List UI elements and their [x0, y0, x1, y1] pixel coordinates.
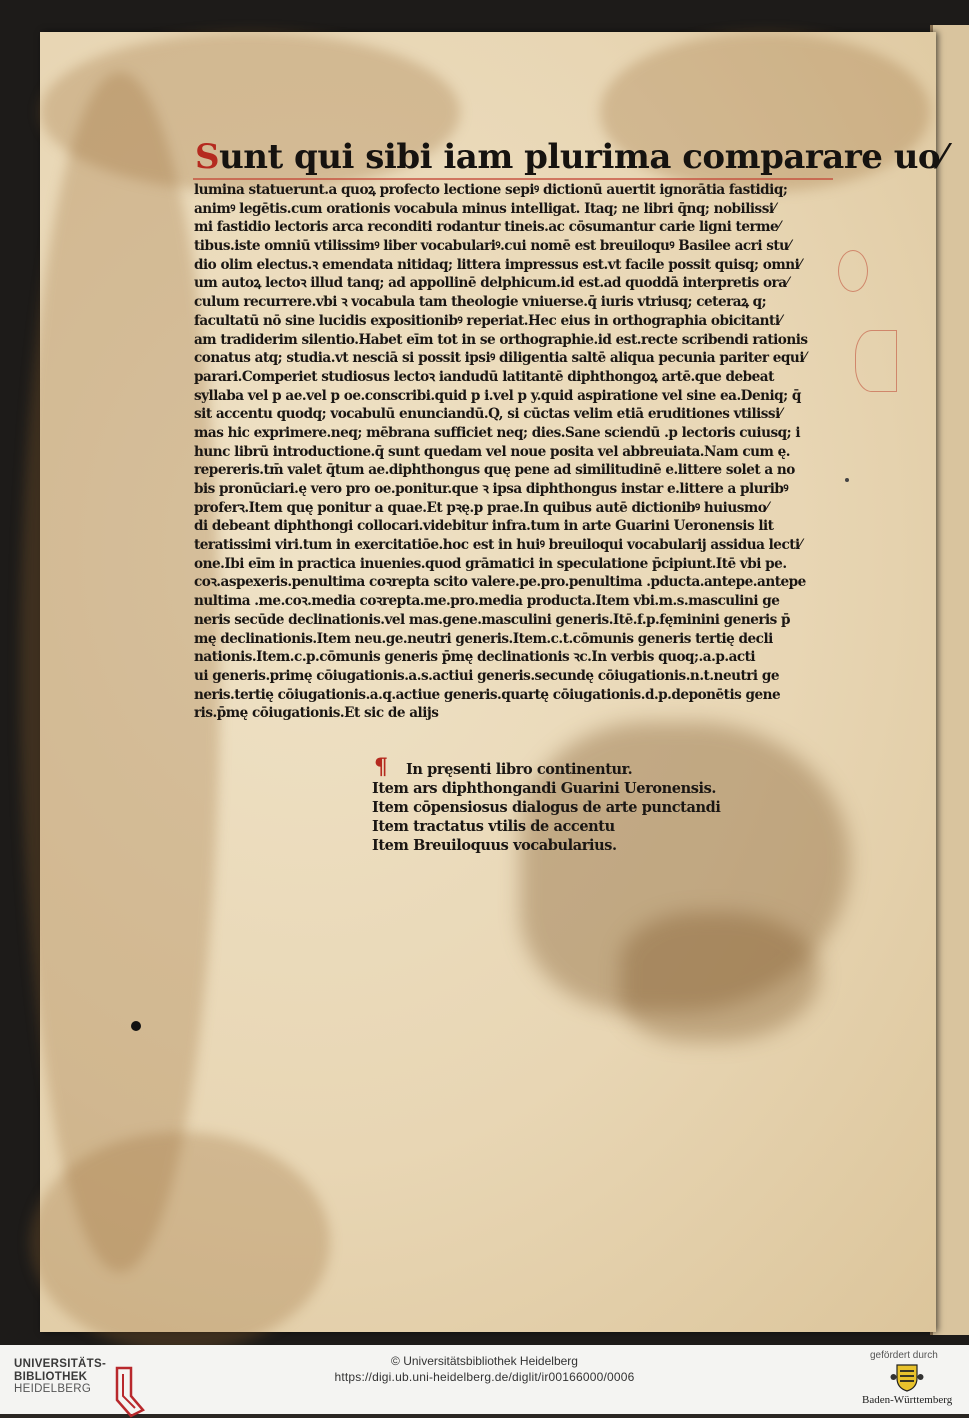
funded-by-label: gefördert durch: [870, 1350, 938, 1361]
state-crest-icon: [890, 1362, 924, 1392]
text-line: neris secūde declinationis.vel mas.gene.masculini generis.Itē.f.p.fęminini generis p̄: [194, 611, 791, 628]
page-headline: Sunt qui sibi iam plurima comparare uo⁄: [195, 137, 946, 177]
red-annotation-mark: [838, 250, 868, 292]
text-line: conatus atq; studia.vt nesciā si possit ipsiꝰ diligentia saltē aliqua pecunia pariter equi⁄: [194, 350, 806, 367]
text-line: nationis.Item.c.p.cōmunis generis p̄mę declinationis ꝛc.In verbis quoq;.a.p.acti: [194, 649, 756, 666]
text-line: parari.Comperiet studiosus lectoꝛ iandudū latitantē diphthongoꝝ artē.que debeat: [194, 368, 774, 385]
rubric-paragraph-mark: ¶: [374, 754, 388, 780]
text-line: coꝛ.aspexeris.penultima coꝛrepta scito valere.pe.pro.penultima .pducta.antepe.antepe: [194, 574, 806, 591]
text-line: ui generis.primę cōiugationis.a.s.actiui generis.secundę cōiugationis.n.t.neutri ge: [194, 667, 779, 684]
text-line: teratissimi viri.tum in exercitatiōe.hoc est in huiꝰ breuiloqui vocabularij assidua lecti⁄: [194, 537, 802, 554]
text-line: nultima .me.coꝛ.media coꝛrepta.me.pro.media producta.Item vbi.m.s.masculini ge: [194, 593, 780, 610]
ink-dot: [845, 478, 849, 482]
water-stain: [30, 1132, 330, 1345]
text-line: neris.tertię cōiugationis.a.q.actiue generis.quartę cōiugationis.d.p.deponētis gene: [194, 686, 781, 703]
contents-item: Item cōpensiosus dialogus de arte punctandi: [372, 799, 721, 816]
text-line: repereris.tm̄ valet q̄tum ae.diphthongus quę pene ad similitudinē e.littere solet a no: [194, 462, 795, 479]
text-line: one.Ibi eīm in practica inuenies.quod grāmatici in speculatione p̄cipiunt.Itē vbi pe.: [194, 555, 787, 572]
contents-list: [372, 754, 792, 855]
contents-item: Item ars diphthongandi Guarini Ueronensis.: [372, 780, 717, 797]
text-line: facultatū nō sine lucidis expositionibꝰ reperiat.Hec eius in orthographia obicitanti⁄: [194, 312, 782, 329]
text-line: proferꝛ.Item quę ponitur a quae.Et pꝛę.p prae.In quibus autē dictionibꝰ huiusmo⁄: [194, 499, 769, 516]
water-stain: [620, 912, 820, 1042]
text-line: am tradiderim silentio.Habet eīm tot in se orthographie.id est.recte scribendi rationis: [194, 331, 808, 348]
text-line: bis pronūciari.ę vero pro oe.ponitur.que ꝛ ipsa diphthongus instar e.littere a pluribꝰ: [194, 481, 789, 497]
text-line: hunc librū introductione.q̄ sunt quedam vel noue posita vel abbreuiata.Nam cum ę.: [194, 443, 791, 460]
text-line: sit accentu quodq; vocabulū enunciandū.Q, si cūctas velim etiā eruditiones vtilissi⁄: [194, 406, 782, 423]
copyright-notice: © Universitätsbibliothek Heidelberg: [391, 1354, 578, 1368]
rubric-rule: [193, 178, 833, 180]
ink-dot: [131, 1021, 141, 1031]
text-line: mę declinationis.Item neu.ge.neutri generis.Item.c.t.cōmunis generis tertię decli: [194, 630, 773, 647]
text-line: ris.p̄mę cōiugationis.Et sic de alijs: [194, 705, 439, 722]
text-line: mi fastidio lectoris arca reconditi rodantur tineis.ac cōsumantur carie ligni terme⁄: [194, 219, 780, 236]
body-text: [194, 181, 834, 723]
permalink-url[interactable]: https://digi.ub.uni-heidelberg.de/diglit/ir00166000/0006: [334, 1370, 635, 1384]
text-line: animꝰ legētis.cum orationis vocabula minus intelligat. Itaq; ne libri q̄nq; nobilissi⁄: [194, 200, 776, 217]
red-annotation-mark: [855, 330, 897, 392]
text-line: tibus.iste omniū vtilissimꝰ liber vocabulariꝰ.cui nomē est breuiloquꝰ Basilee acri stu⁄: [194, 238, 791, 255]
text-line: mas hic exprimere.neq; mēbrana sufficiet neq; dies.Sane sciendū .p lectoris cuiusq; i: [194, 424, 801, 441]
contents-item: Item tractatus vtilis de accentu: [372, 818, 615, 835]
text-line: um autoꝝ lectoꝛ illud tanq; ad appollinē delphicum.id est.ad quoddā interpretis ora⁄: [194, 275, 789, 292]
text-line: culum recurrere.vbi ꝛ vocabula tam theologie vniuerse.q̄ iuris vtriusq; ceteraꝝ q;: [194, 294, 767, 311]
water-stain: [20, 72, 220, 1272]
text-line: dio olim electus.ꝛ emendata nitidaq; littera impressus est.vt facile possit quisq; omni⁄: [194, 256, 802, 273]
library-name: UNIVERSITÄTS- BIBLIOTHEK HEIDELBERG: [14, 1358, 107, 1395]
text-line: syllaba vel p ae.vel p oe.conscribi.quid p i.vel p y.quid aspiratione vel sine ea.Deniq; q̄: [194, 387, 801, 404]
contents-heading: ¶ In pręsenti libro continentur.: [374, 754, 633, 780]
contents-item: Item Breuiloquus vocabularius.: [372, 837, 617, 854]
sponsor-name: Baden-Württemberg: [862, 1394, 953, 1406]
text-line: di debeant diphthongi collocari.videbitur infra.tum in arte Guarini Ueronensis lit: [194, 518, 774, 535]
text-line: lumina statuerunt.a quoꝝ profecto lectione sepiꝰ dictionū auertit ignorātia fastidiq;: [194, 182, 788, 198]
